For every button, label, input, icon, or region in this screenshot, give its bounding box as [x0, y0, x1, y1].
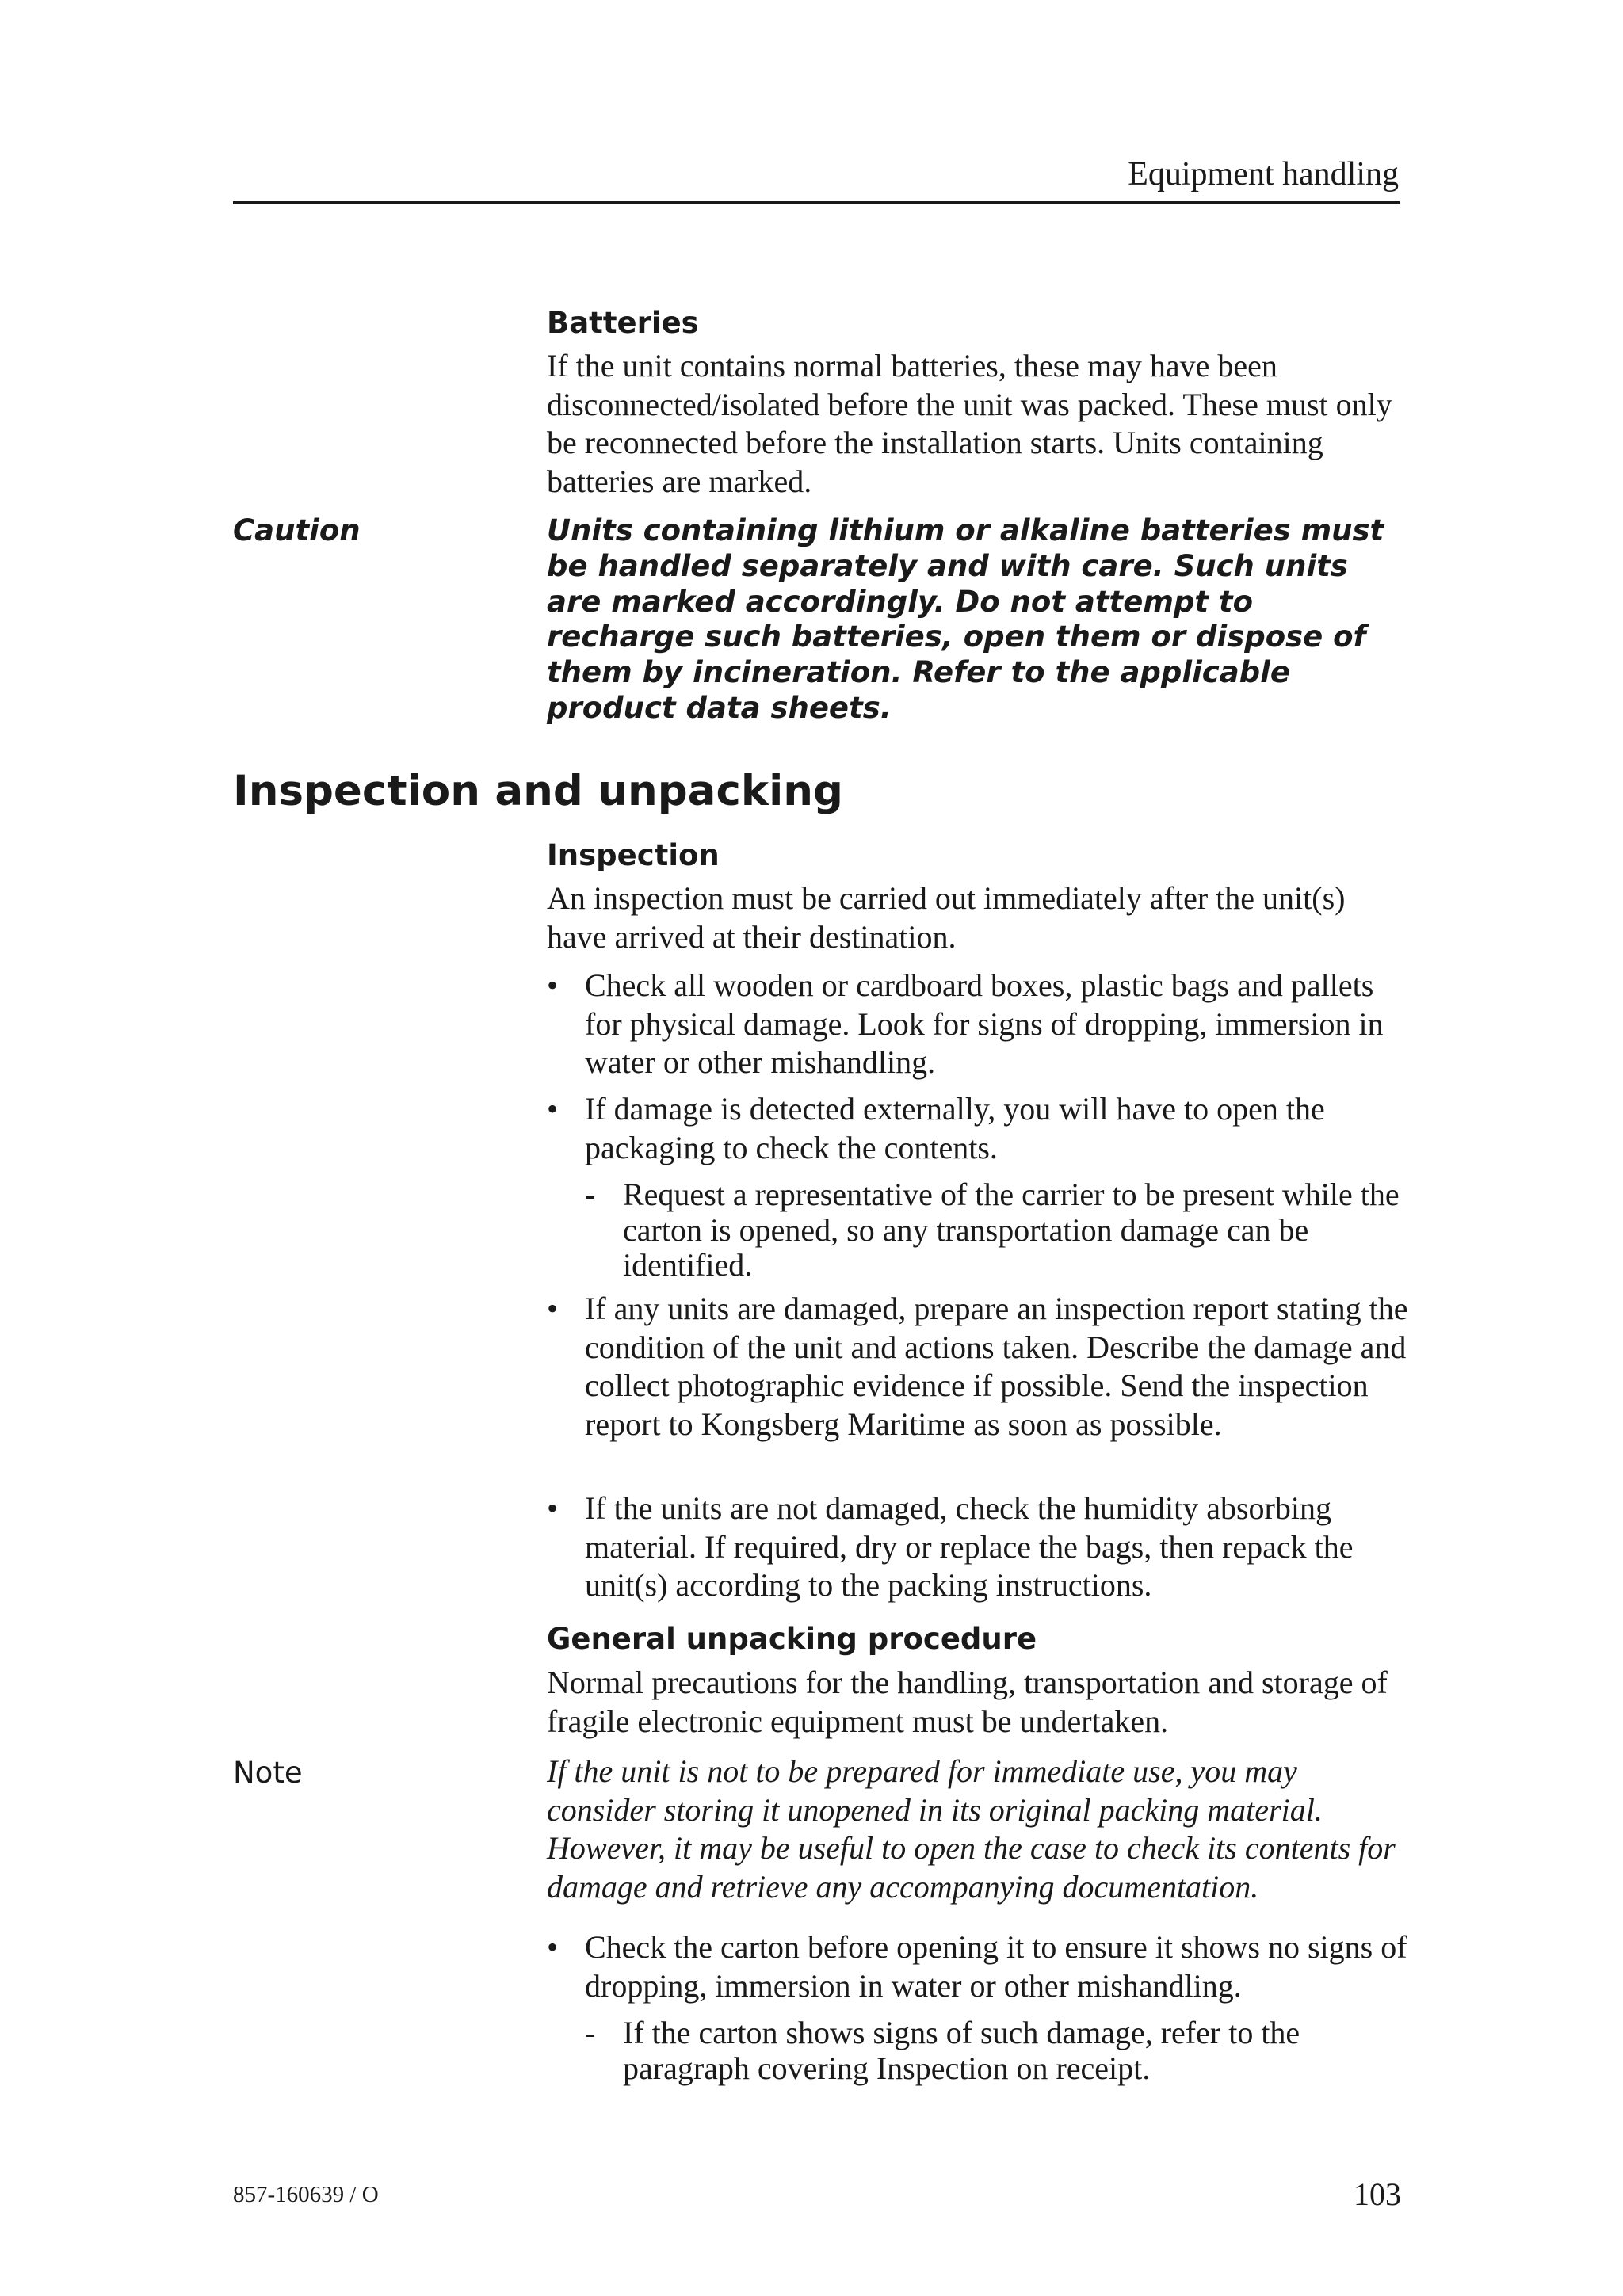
running-header: Equipment handling: [1128, 156, 1399, 193]
caution-label: Caution: [233, 513, 361, 547]
dash-marker: -: [585, 2015, 596, 2050]
page-number: 103: [1354, 2176, 1401, 2212]
section-heading: Inspection and unpacking: [233, 767, 843, 815]
header-rule: [233, 201, 1400, 204]
inspection-bullet-1: Check all wooden or cardboard boxes, plastic bags and pallets for physical damage. Look for signs of dropping, immersion in water or other mishandling.: [585, 967, 1384, 1080]
unpacking-sub-item: If the carton shows signs of such damage, refer to the paragraph covering Inspection on receipt.: [623, 2015, 1300, 2086]
dash-marker: -: [585, 1177, 596, 1212]
bullet-marker: •: [547, 1291, 559, 1326]
bullet-marker: •: [547, 1929, 559, 1965]
note-text: If the unit is not to be prepared for immediate use, you may consider storing it unopened in its original packing material. However, it may be useful to open the case to check its contents for damage and retrieve any accompanying documentation.: [547, 1753, 1396, 1905]
footer-doc-number: 857-160639 / O: [233, 2182, 379, 2207]
inspection-bullet-4: If the units are not damaged, check the humidity absorbing material. If required, dry or replace the bags, then repack the unit(s) according to the packing instructions.: [585, 1490, 1354, 1603]
bullet-marker: •: [547, 1091, 559, 1127]
bullet-marker: •: [547, 1490, 559, 1526]
note-label: Note: [233, 1756, 303, 1790]
inspection-heading: Inspection: [547, 838, 720, 872]
batteries-heading: Batteries: [547, 306, 699, 340]
unpacking-heading: General unpacking procedure: [547, 1622, 1037, 1656]
batteries-paragraph: If the unit contains normal batteries, these may have been disconnected/isolated before the unit was packed. These must only be reconnected before the installation starts. Units containing batteries are marked.: [547, 348, 1392, 499]
bullet-marker: •: [547, 967, 559, 1003]
inspection-sub-item: Request a representative of the carrier to be present while the carton is opened, so any transportation damage can be identified.: [623, 1177, 1400, 1283]
unpacking-intro: Normal precautions for the handling, transportation and storage of fragile electronic equipment must be undertaken.: [547, 1665, 1388, 1739]
inspection-intro: An inspection must be carried out immediately after the unit(s) have arrived at their destination.: [547, 880, 1346, 955]
unpacking-bullet: Check the carton before opening it to ensure it shows no signs of dropping, immersion in water or other mishandling.: [585, 1929, 1407, 2004]
inspection-bullet-3: If any units are damaged, prepare an inspection report stating the condition of the unit and actions taken. Describe the damage and collect photographic evidence if possible. Send the inspection report to Kongsberg Maritime as soon as possible.: [585, 1291, 1408, 1442]
caution-text: Units containing lithium or alkaline batteries must be handled separately and with care. Such units are marked accordingly. Do not attempt to recharge such batteries, open them or dispose of them by incineration. Refer to the applicable product data sheets.: [547, 513, 1384, 725]
inspection-bullet-2: If damage is detected externally, you will have to open the packaging to check the contents.: [585, 1091, 1325, 1165]
